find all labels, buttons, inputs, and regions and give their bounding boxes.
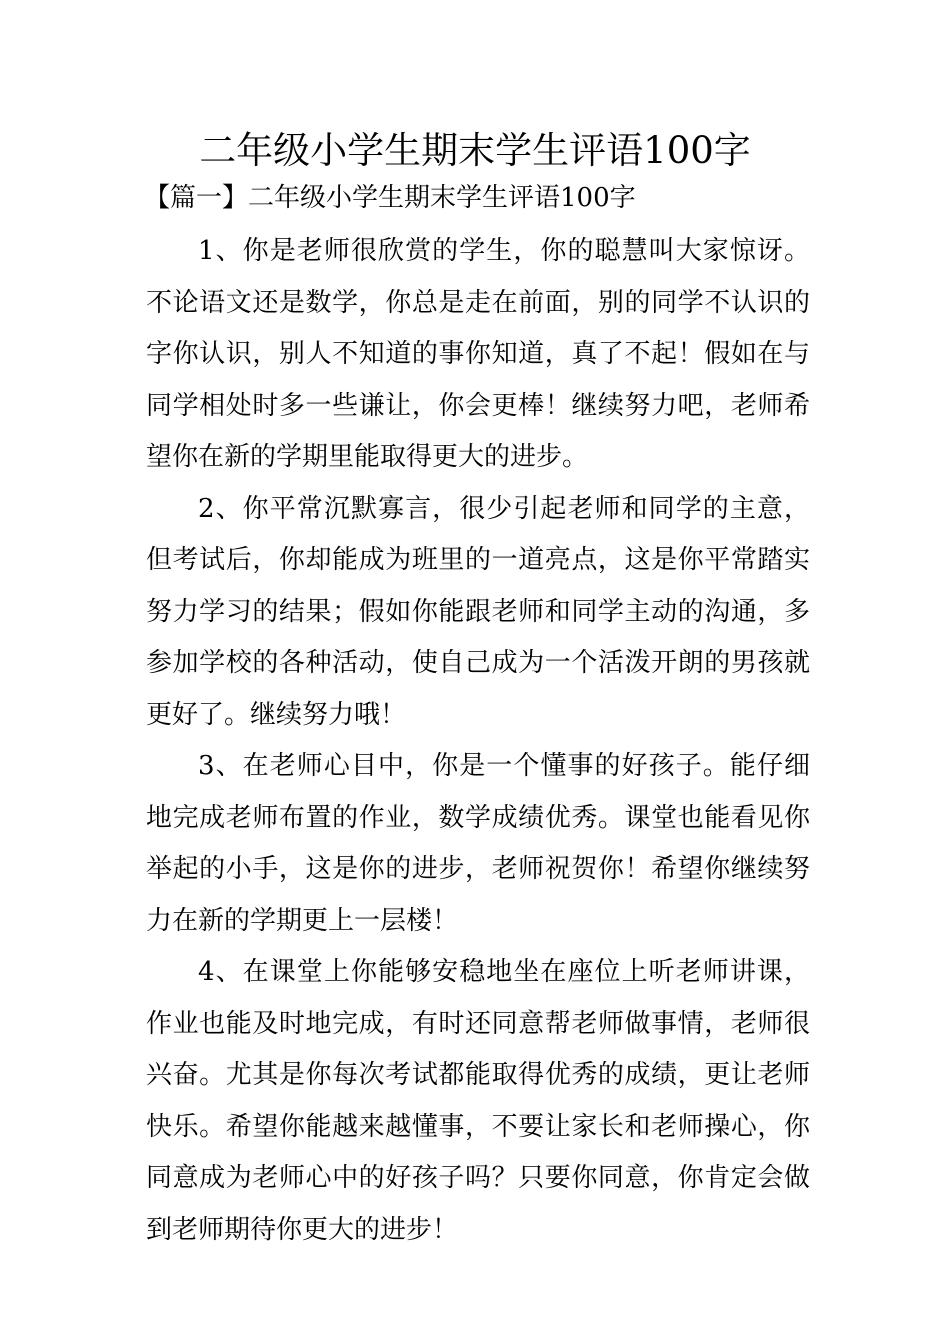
paragraph-4: 4、在课堂上你能够安稳地坐在座位上听老师讲课，作业也能及时地完成，有时还同意帮老师做事情，老师很兴奋。尤其是你每次考试都能取得优秀的成绩，更让老师快乐。希望你能越来越懂事，不要让家长和老师操心，你同意成为老师心中的好孩子吗？只要你同意，你肯定会做到老师期待你更大的进步！ bbox=[146, 957, 810, 1245]
paragraph-2: 2、你平常沉默寡言，很少引起老师和同学的主意，但考试后，你却能成为班里的一道亮点，这是你平常踏实努力学习的结果；假如你能跟老师和同学主动的沟通，多参加学校的各种活动，使自己成为一个活泼开朗的男孩就更好了。继续努力哦！ bbox=[146, 493, 810, 730]
section-heading: 【篇一】二年级小学生期末学生评语100字 bbox=[144, 183, 636, 213]
paragraph-1: 1、你是老师很欣赏的学生，你的聪慧叫大家惊讶。不论语文还是数学，你总是走在前面，别的同学不认识的字你认识，别人不知道的事你知道，真了不起！假如在与同学相处时多一些谦让，你会更棒！继续努力吧，老师希望你在新的学期里能取得更大的进步。 bbox=[146, 236, 810, 472]
document-title: 二年级小学生期末学生评语100字 bbox=[199, 129, 751, 172]
document-body bbox=[146, 226, 810, 1256]
paragraph-3: 3、在老师心目中，你是一个懂事的好孩子。能仔细地完成老师布置的作业，数学成绩优秀。课堂也能看见你举起的小手，这是你的进步，老师祝贺你！希望你继续努力在新的学期更上一层楼！ bbox=[146, 751, 810, 936]
